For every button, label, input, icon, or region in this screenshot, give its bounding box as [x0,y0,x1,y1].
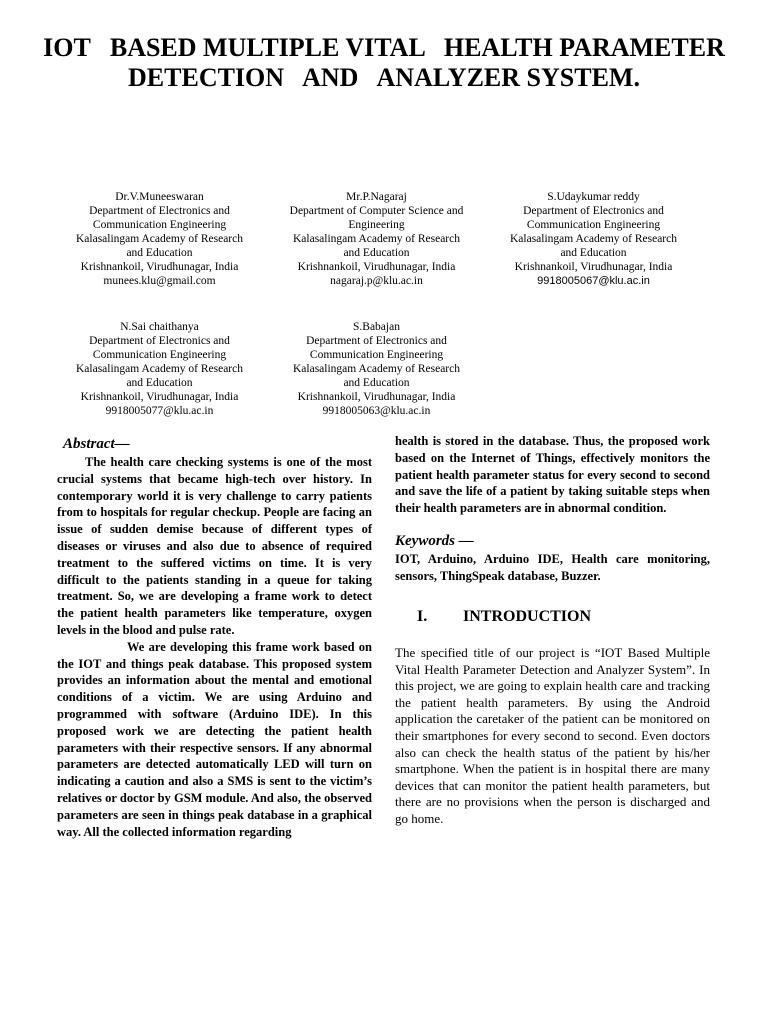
author-institution: Kalasalingam Academy of Research [509,233,677,245]
author-location: Krishnankoil, Virudhunagar, India [297,261,456,273]
author-institution: and Education [126,377,193,389]
author-institution: Kalasalingam Academy of Research [75,233,243,245]
author-dept: Communication Engineering [526,219,661,231]
author-dept: Department of Electronics and [523,205,664,217]
author-institution: Kalasalingam Academy of Research [292,363,460,375]
author-email: munees.klu@gmail.com [103,275,216,287]
author-dept: Department of Electronics and [89,335,230,347]
author-institution: Kalasalingam Academy of Research [75,363,243,375]
author-block [57,320,262,418]
author-name: S.Udaykumar reddy [547,191,640,203]
section-title: INTRODUCTION [463,607,592,625]
keywords-heading: Keywords — [395,532,474,549]
author-institution: Kalasalingam Academy of Research [292,233,460,245]
abstract-paragraph: We are developing this frame work based on the IOT and things peak database. This proposed system provides an information about the mental and emotional conditions of a victim. We are using Arduino and programmed with software (Arduino IDE). In this proposed work we are detecting the patient health parameters with their respective sensors. If any abnormal parameters are detected automatically LED will turn on indicating a caution and also a SMS is sent to the victim’s relatives or doctor by GSM module. And also, the observed parameters are seen in things peak database in a graphical way. All the collected information regarding [57,639,372,839]
author-location: Krishnankoil, Virudhunagar, India [80,261,239,273]
author-institution: and Education [343,247,410,259]
author-dept: Communication Engineering [92,349,227,361]
author-email: 9918005063@klu.ac.in [322,405,431,417]
author-block [274,320,479,418]
author-dept: Department of Electronics and [306,335,447,347]
author-location: Krishnankoil, Virudhunagar, India [297,391,456,403]
abstract-heading: Abstract— [63,436,130,452]
author-institution: and Education [126,247,193,259]
author-name: Dr.V.Muneeswaran [115,191,204,203]
paper-title: IOT BASED MULTIPLE VITAL HEALTH PARAMETER DETECTION AND ANALYZER SYSTEM. [43,33,732,92]
author-location: Krishnankoil, Virudhunagar, India [80,391,239,403]
author-dept: Department of Electronics and [89,205,230,217]
author-block [274,190,479,288]
author-email: 9918005077@klu.ac.in [105,405,214,417]
section-heading [417,607,710,627]
section-number: I. [417,607,428,625]
author-institution: and Education [560,247,627,259]
author-dept: Communication Engineering [309,349,444,361]
author-dept: Engineering [348,219,405,231]
author-block [491,190,696,288]
left-column [57,434,372,840]
author-location: Krishnankoil, Virudhunagar, India [514,261,673,273]
introduction-text: The specified title of our project is “IOT Based Multiple Vital Health Parameter Detection and Analyzer System”. In this project, we are going to explain health care and tracking the patient health parameters. By using the Android application the caretaker of the patient can be monitored on their smartphones for every second to second. Even doctors also can check the health status of the patient by his/her smartphone. When the patient is in hospital there are many devices that can monitor the patient health parameters, but there are no provisions when the person is discharged and go home. [395,644,710,826]
author-dept: Department of Computer Science and [289,205,464,217]
author-name: Mr.P.Nagaraj [346,191,407,203]
right-column [395,433,710,828]
author-institution: and Education [343,377,410,389]
abstract-paragraph: The health care checking systems is one of the most crucial systems that became high-tech over history. In contemporary world it is very challenge to carry patients from to hospitals for regular checkup. People are facing an issue of sudden demise because of different types of diseases or viruses and also due to absence of required treatment to the suffered victims on time. It is very difficult to the patients standing in a queue for taking treatment. So, we are developing a frame work to detect the patient health parameters like temperature, oxygen levels in the blood and pulse rate. [57,455,372,637]
author-email: nagaraj.p@klu.ac.in [330,275,423,287]
author-name: N.Sai chaithanya [120,321,199,333]
author-email: 9918005067@klu.ac.in [537,275,650,287]
author-dept: Communication Engineering [92,219,227,231]
author-name: S.Babajan [353,321,400,333]
author-block [57,190,262,288]
keywords-text: IOT, Arduino, Arduino IDE, Health care monitoring, sensors, ThingSpeak database, Buzzer. [395,551,710,583]
abstract-paragraph: health is stored in the database. Thus, the proposed work based on the Internet of Things, effectively monitors the patient health parameter status for every second to second and save the life of a patient by taking suitable steps when their health parameters are in abnormal condition. [395,434,710,516]
